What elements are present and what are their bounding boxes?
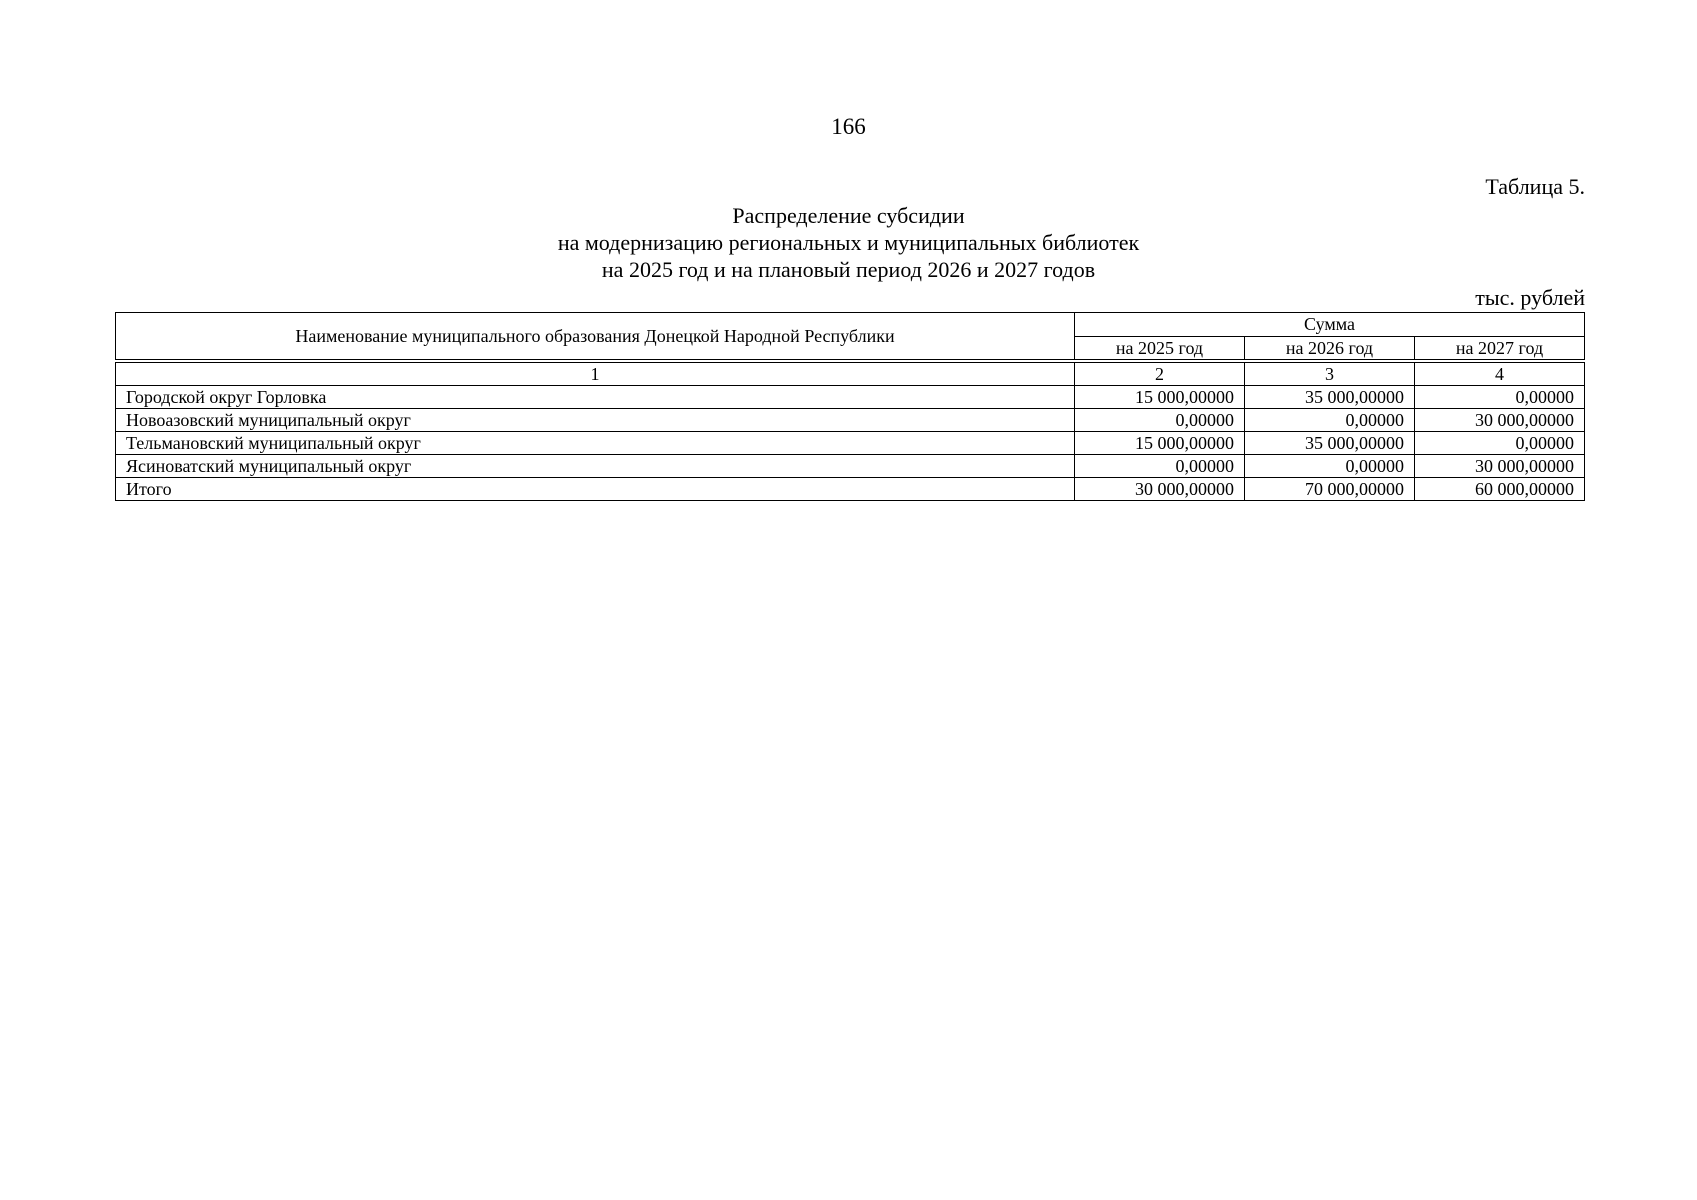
amount-2026: 35 000,00000 <box>1245 386 1415 409</box>
amount-2027: 0,00000 <box>1415 432 1585 455</box>
amount-2027: 0,00000 <box>1415 386 1585 409</box>
column-header-name: Наименование муниципального образования Донецкой Народной Республики <box>116 313 1075 360</box>
column-header-year: на 2027 год <box>1415 336 1585 360</box>
table-row <box>116 432 1585 455</box>
column-number-row <box>116 363 1585 386</box>
column-header-sum: Сумма <box>1075 313 1585 337</box>
amount-2025: 0,00000 <box>1075 409 1245 432</box>
table-row <box>116 386 1585 409</box>
table-header-row <box>116 313 1585 337</box>
column-header-year: на 2026 год <box>1245 336 1415 360</box>
table-row <box>116 409 1585 432</box>
amount-2026: 0,00000 <box>1245 409 1415 432</box>
amount-2026: 0,00000 <box>1245 455 1415 478</box>
total-2026: 70 000,00000 <box>1245 478 1415 501</box>
column-number: 4 <box>1415 363 1585 386</box>
total-label: Итого <box>116 478 1075 501</box>
municipality-name: Городской округ Горловка <box>116 386 1075 409</box>
amount-2025: 15 000,00000 <box>1075 432 1245 455</box>
municipality-name: Ясиноватский муниципальный округ <box>116 455 1075 478</box>
municipality-name: Новоазовский муниципальный округ <box>116 409 1075 432</box>
column-number: 3 <box>1245 363 1415 386</box>
title-line: на 2025 год и на плановый период 2026 и 2027 годов <box>601 257 1096 282</box>
column-number: 2 <box>1075 363 1245 386</box>
subsidy-table <box>115 312 1585 501</box>
title-line: Распределение субсидии <box>732 203 965 228</box>
amount-2026: 35 000,00000 <box>1245 432 1415 455</box>
units-label: тыс. рублей <box>1475 285 1585 310</box>
amount-2027: 30 000,00000 <box>1415 455 1585 478</box>
column-header-year: на 2025 год <box>1075 336 1245 360</box>
column-number: 1 <box>116 363 1075 386</box>
amount-2025: 15 000,00000 <box>1075 386 1245 409</box>
table-total-row <box>116 478 1585 501</box>
total-2027: 60 000,00000 <box>1415 478 1585 501</box>
amount-2025: 0,00000 <box>1075 455 1245 478</box>
table-row <box>116 455 1585 478</box>
title-line: на модернизацию региональных и муниципальных библиотек <box>557 230 1140 255</box>
page-number: 166 <box>831 114 866 139</box>
municipality-name: Тельмановский муниципальный округ <box>116 432 1075 455</box>
document-title <box>0 202 1697 283</box>
table-caption: Таблица 5. <box>1485 174 1585 199</box>
total-2025: 30 000,00000 <box>1075 478 1245 501</box>
amount-2027: 30 000,00000 <box>1415 409 1585 432</box>
